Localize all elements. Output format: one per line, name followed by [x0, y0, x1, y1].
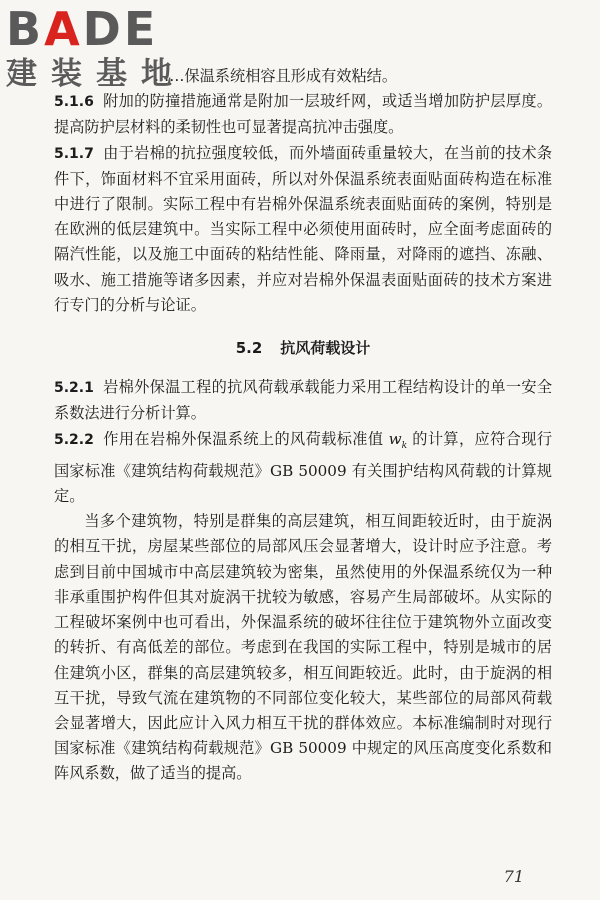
- wind-load-variable: [388, 429, 408, 451]
- clause-text-before: 作用在岩棉外保温系统上的风荷载标准值: [102, 429, 389, 448]
- logo-letter-b: B: [6, 2, 45, 56]
- clause-text: 岩棉外保温工程的抗风荷载承载能力采用工程结构设计的单一安全系数法进行分析计算。: [54, 378, 552, 423]
- logo-letter-a-accent: A: [44, 2, 83, 56]
- clause-number: 5.1.7: [54, 145, 94, 162]
- clause-number: 5.2.2: [54, 431, 94, 448]
- clause-text-after: 的计算，应符合现行国家标准《建筑结构荷载规范》GB 50009 有关围护结构风荷载的计算规定。: [54, 429, 553, 506]
- clause-5-2-2: [54, 427, 552, 510]
- clause-5-2-1: [54, 375, 552, 426]
- clause-text: 附加的防撞措施通常是附加一层玻纤网，或适当增加防护层厚度。提高防护层材料的柔韧性也可显著提高抗冲击强度。: [54, 92, 552, 137]
- clause-number: 5.1.6: [54, 94, 94, 111]
- clause-5-1-7: [54, 141, 552, 318]
- document-body: [54, 64, 552, 787]
- section-title: 抗风荷载设计: [280, 339, 371, 358]
- explanatory-paragraph: 当多个建筑物，特别是群集的高层建筑，相互间距较近时，由于旋涡的相互干扰，房屋某些部位的局部风压会显著增大，设计时应予注意。考虑到目前中国城市中高层建筑较为密集，虽然使用的外保温系统仅为一种非承重围护构件但其对旋涡干扰较为敏感，容易产生局部破坏。从实际的工程破坏案例中也可看出，外保温系统的破坏往往位于建筑物外立面改变的转折、有高低差的部位。考虑到在我国的实际工程中，特别是城市的居住建筑小区，群集的高层建筑较多，相互间距较近。此时，由于旋涡的相互干扰，导致气流在建筑物的不同部位变化较大，某些部位的局部风荷载会显著增大，因此应计入风力相互干扰的群体效应。本标准编制时对现行国家标准《建筑结构荷载规范》GB 50009 中规定的风压高度变化系数和阵风系数，做了适当的提高。: [54, 512, 552, 783]
- logo-subtitle: 建装基地: [6, 56, 186, 92]
- clause-text: 由于岩棉的抗拉强度较低，而外墙面砖重量较大，在当前的技术条件下，饰面材料不宜采用面砖，所以对外保温系统表面贴面砖构造在标准中进行了限制。实际工程中有岩棉外保温系统表面贴面砖的案例，特别是在欧洲的低层建筑中。当实际工程中必须使用面砖时，应全面考虑面砖的隔汽性能，以及施工中面砖的粘结性能、降雨量，对降雨的遮挡、冻融、吸水、施工措施等诸多因素，并应对岩棉外保温表面贴面砖的技术方案进行专门的分析与论证。: [54, 143, 552, 314]
- continuation-text: ……保温系统相容且形成有效粘结。: [154, 67, 397, 85]
- logo-letters-de: DE: [82, 2, 159, 56]
- logo-wordmark: [6, 2, 196, 56]
- variable-subscript: k: [401, 440, 408, 451]
- section-heading: [54, 336, 552, 361]
- clause-5-1-6: [54, 89, 552, 140]
- variable-symbol: w: [388, 429, 402, 448]
- page-number: 71: [503, 867, 524, 886]
- section-number: 5.2: [235, 339, 263, 358]
- brand-logo: [6, 2, 196, 92]
- clause-number: 5.2.1: [54, 380, 94, 397]
